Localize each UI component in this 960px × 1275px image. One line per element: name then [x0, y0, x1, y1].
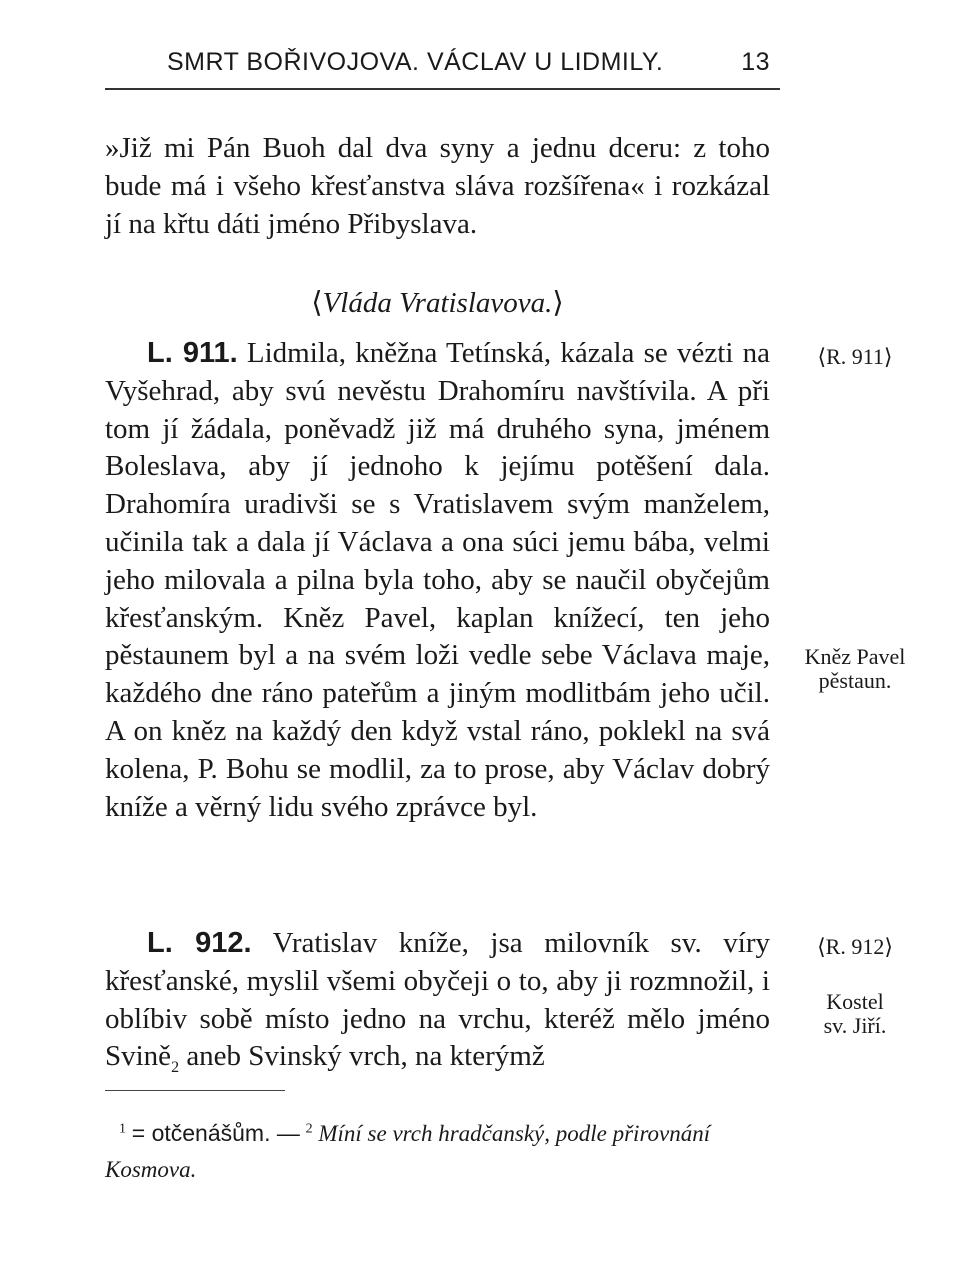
- footnote-1-text: = otčenášům. —: [131, 1120, 300, 1146]
- paragraph-3-lead: L. 912.: [147, 927, 252, 959]
- paragraph-3-text-end: aneb Svinský vrch, na kterýmž: [179, 1040, 545, 1073]
- margin-note-kostel-line2: sv. Jiří.: [823, 1013, 887, 1038]
- footnotes: [105, 1115, 775, 1188]
- header-rule: [105, 88, 780, 90]
- paragraph-3-footnote-mark: 2: [171, 1059, 180, 1077]
- section-open-bracket: ⟨: [311, 287, 323, 319]
- page-number: 13: [741, 48, 770, 76]
- section-title: [105, 285, 770, 320]
- section-close-bracket: ⟩: [552, 287, 564, 319]
- paragraph-3-text: Vratislav kníže, jsa milovník sv. víry křesťanské, myslil všemi obyčeji o to, aby ji rozmnožil, i oblíbiv sobě místo jedno na vrchu, kteréž mělo jméno Svině: [105, 927, 770, 1073]
- margin-ref-912: ⟨R. 912⟩: [817, 934, 893, 959]
- paragraph-2: [105, 335, 770, 826]
- section-title-text: Vláda Vratislavova.: [322, 287, 553, 319]
- margin-note-kostel-line1: Kostel: [826, 989, 884, 1014]
- margin-note-kostel: [785, 990, 925, 1038]
- paragraph-2-lead: L. 911.: [147, 337, 238, 369]
- margin-note-pavel-line2: pěstaun.: [818, 668, 892, 693]
- footnote-rule: [105, 1090, 285, 1091]
- paragraph-2-text: Lidmila, kněžna Tetínská, kázala se vézti na Vyšehrad, aby svú nevěstu Drahomíru navštívila. A při tom jí žádala, poněvadž již má druhého syna, jménem Boleslava, aby jí jednoho k jejímu potěšení dala. Drahomíra uradivši se s Vratislavem svým manželem, učinila tak a dala jí Václava a ona súci jemu bába, velmi jeho milovala a pilna byla toho, aby se naučil obyčejům křesťanským. Kněz Pavel, kaplan knížecí, ten jeho pěstaunem byl a na svém loži vedle sebe Václava maje, každého dne ráno pateřům a jiným modlitbám jeho učil. A on kněz na každý den když vstal ráno, poklekl na svá kolena, P. Bohu se modlil, za to prose, aby Václav dobrý kníže a věrný lidu svého zprávce byl.: [105, 337, 771, 823]
- footnote-1-mark: 1: [119, 1121, 126, 1137]
- footnote-2-text: Míní se vrch hradčanský, podle přirovnání Kosmova.: [105, 1121, 711, 1182]
- running-title: SMRT BOŘIVOJOVA. VÁCLAV U LIDMILY.: [167, 48, 664, 76]
- margin-note-pavel-line1: Kněz Pavel: [804, 644, 906, 669]
- paragraph-1: »Již mi Pán Buoh dal dva syny a jednu dceru: z toho bude má i všeho křesťanstva sláva rozšířena« i rozkázal jí na křtu dáti jméno Přibyslava.: [105, 132, 770, 240]
- paragraph-3: [105, 925, 770, 1087]
- margin-ref-911: ⟨R. 911⟩: [817, 344, 893, 369]
- footnote-2-mark: 2: [305, 1121, 313, 1137]
- margin-note-pavel: [785, 645, 925, 693]
